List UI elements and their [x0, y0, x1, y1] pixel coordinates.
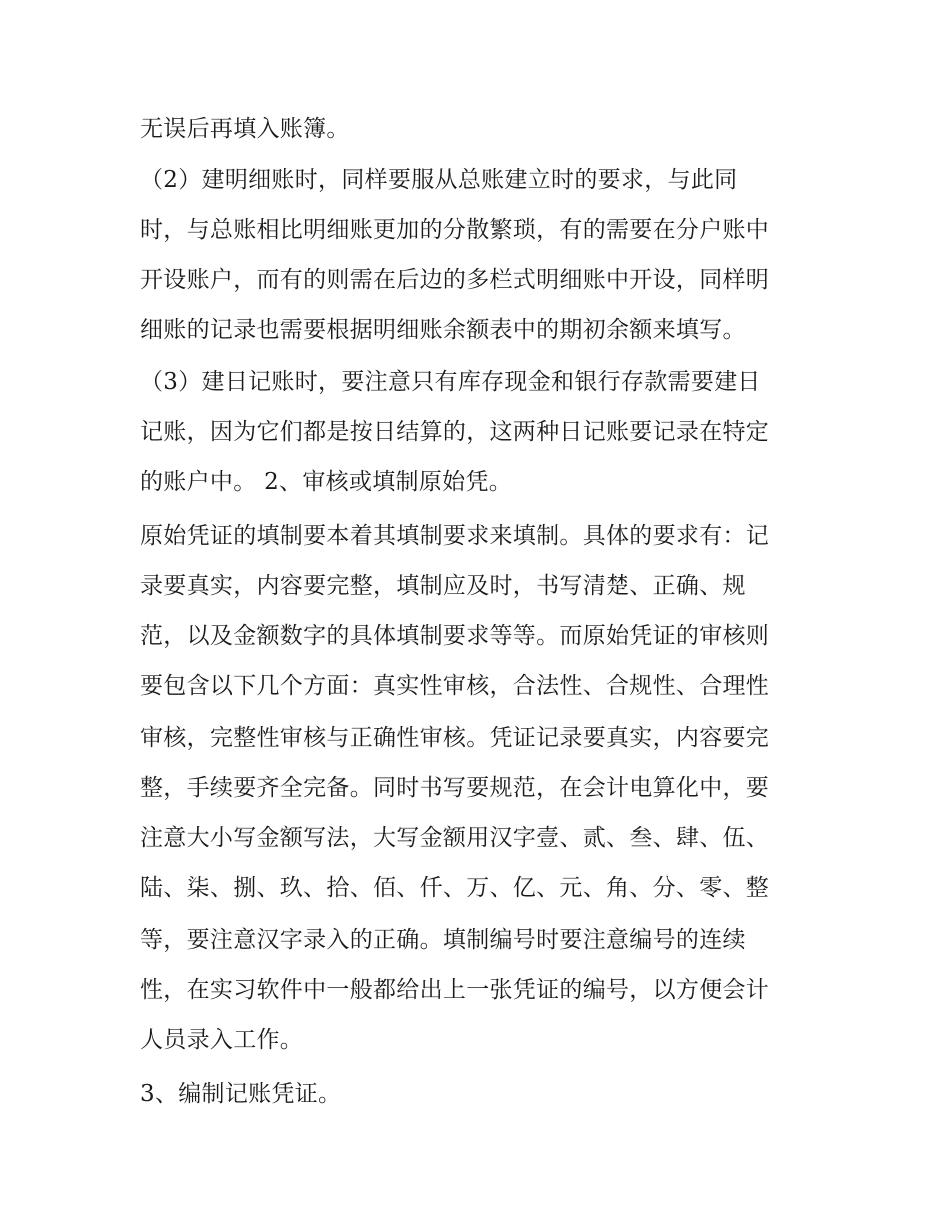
text-line: 的账户中。 2、审核或填制原始凭。: [140, 469, 513, 495]
text-line: 审核，完整性审核与正确性审核。凭证记录要真实，内容要完: [140, 725, 770, 751]
text-line: （2）建明细账时，同样要服从总账建立时的要求，与此同: [140, 167, 738, 193]
text-line: 3、编制记账凭证。: [140, 1081, 342, 1107]
text-line: 记账，因为它们都是按日结算的，这两种日记账要记录在特定: [140, 419, 770, 445]
text-line: 要包含以下几个方面：真实性审核，合法性、合规性、合理性: [140, 673, 770, 699]
text-line: 无误后再填入账簿。: [140, 116, 350, 142]
text-line: 录要真实，内容要完整，填制应及时，书写清楚、正确、规: [140, 573, 746, 599]
text-line: 陆、柒、捌、玖、拾、佰、仟、万、亿、元、角、分、零、整: [140, 875, 770, 901]
text-line: 时，与总账相比明细账更加的分散繁琐，有的需要在分户账中: [140, 217, 770, 243]
text-line: 人员录入工作。: [140, 1027, 304, 1053]
text-line: 原始凭证的填制要本着其填制要求来填制。具体的要求有：记: [140, 523, 770, 549]
text-line: 细账的记录也需要根据明细账余额表中的期初余额来填写。: [140, 317, 746, 343]
text-line: 整，手续要齐全完备。同时书写要规范，在会计电算化中，要: [140, 775, 770, 801]
text-line: 开设账户，而有的则需在后边的多栏式明细账中开设，同样明: [140, 267, 770, 293]
text-line: 等，要注意汉字录入的正确。填制编号时要注意编号的连续: [140, 927, 746, 953]
text-line: 范，以及金额数字的具体填制要求等等。而原始凭证的审核则: [140, 623, 770, 649]
text-line: （3）建日记账时，要注意只有库存现金和银行存款需要建日: [140, 369, 761, 395]
text-line: 注意大小写金额写法，大写金额用汉字壹、贰、叁、肆、伍、: [140, 825, 770, 851]
text-line: 性，在实习软件中一般都给出上一张凭证的编号，以方便会计: [140, 977, 770, 1003]
